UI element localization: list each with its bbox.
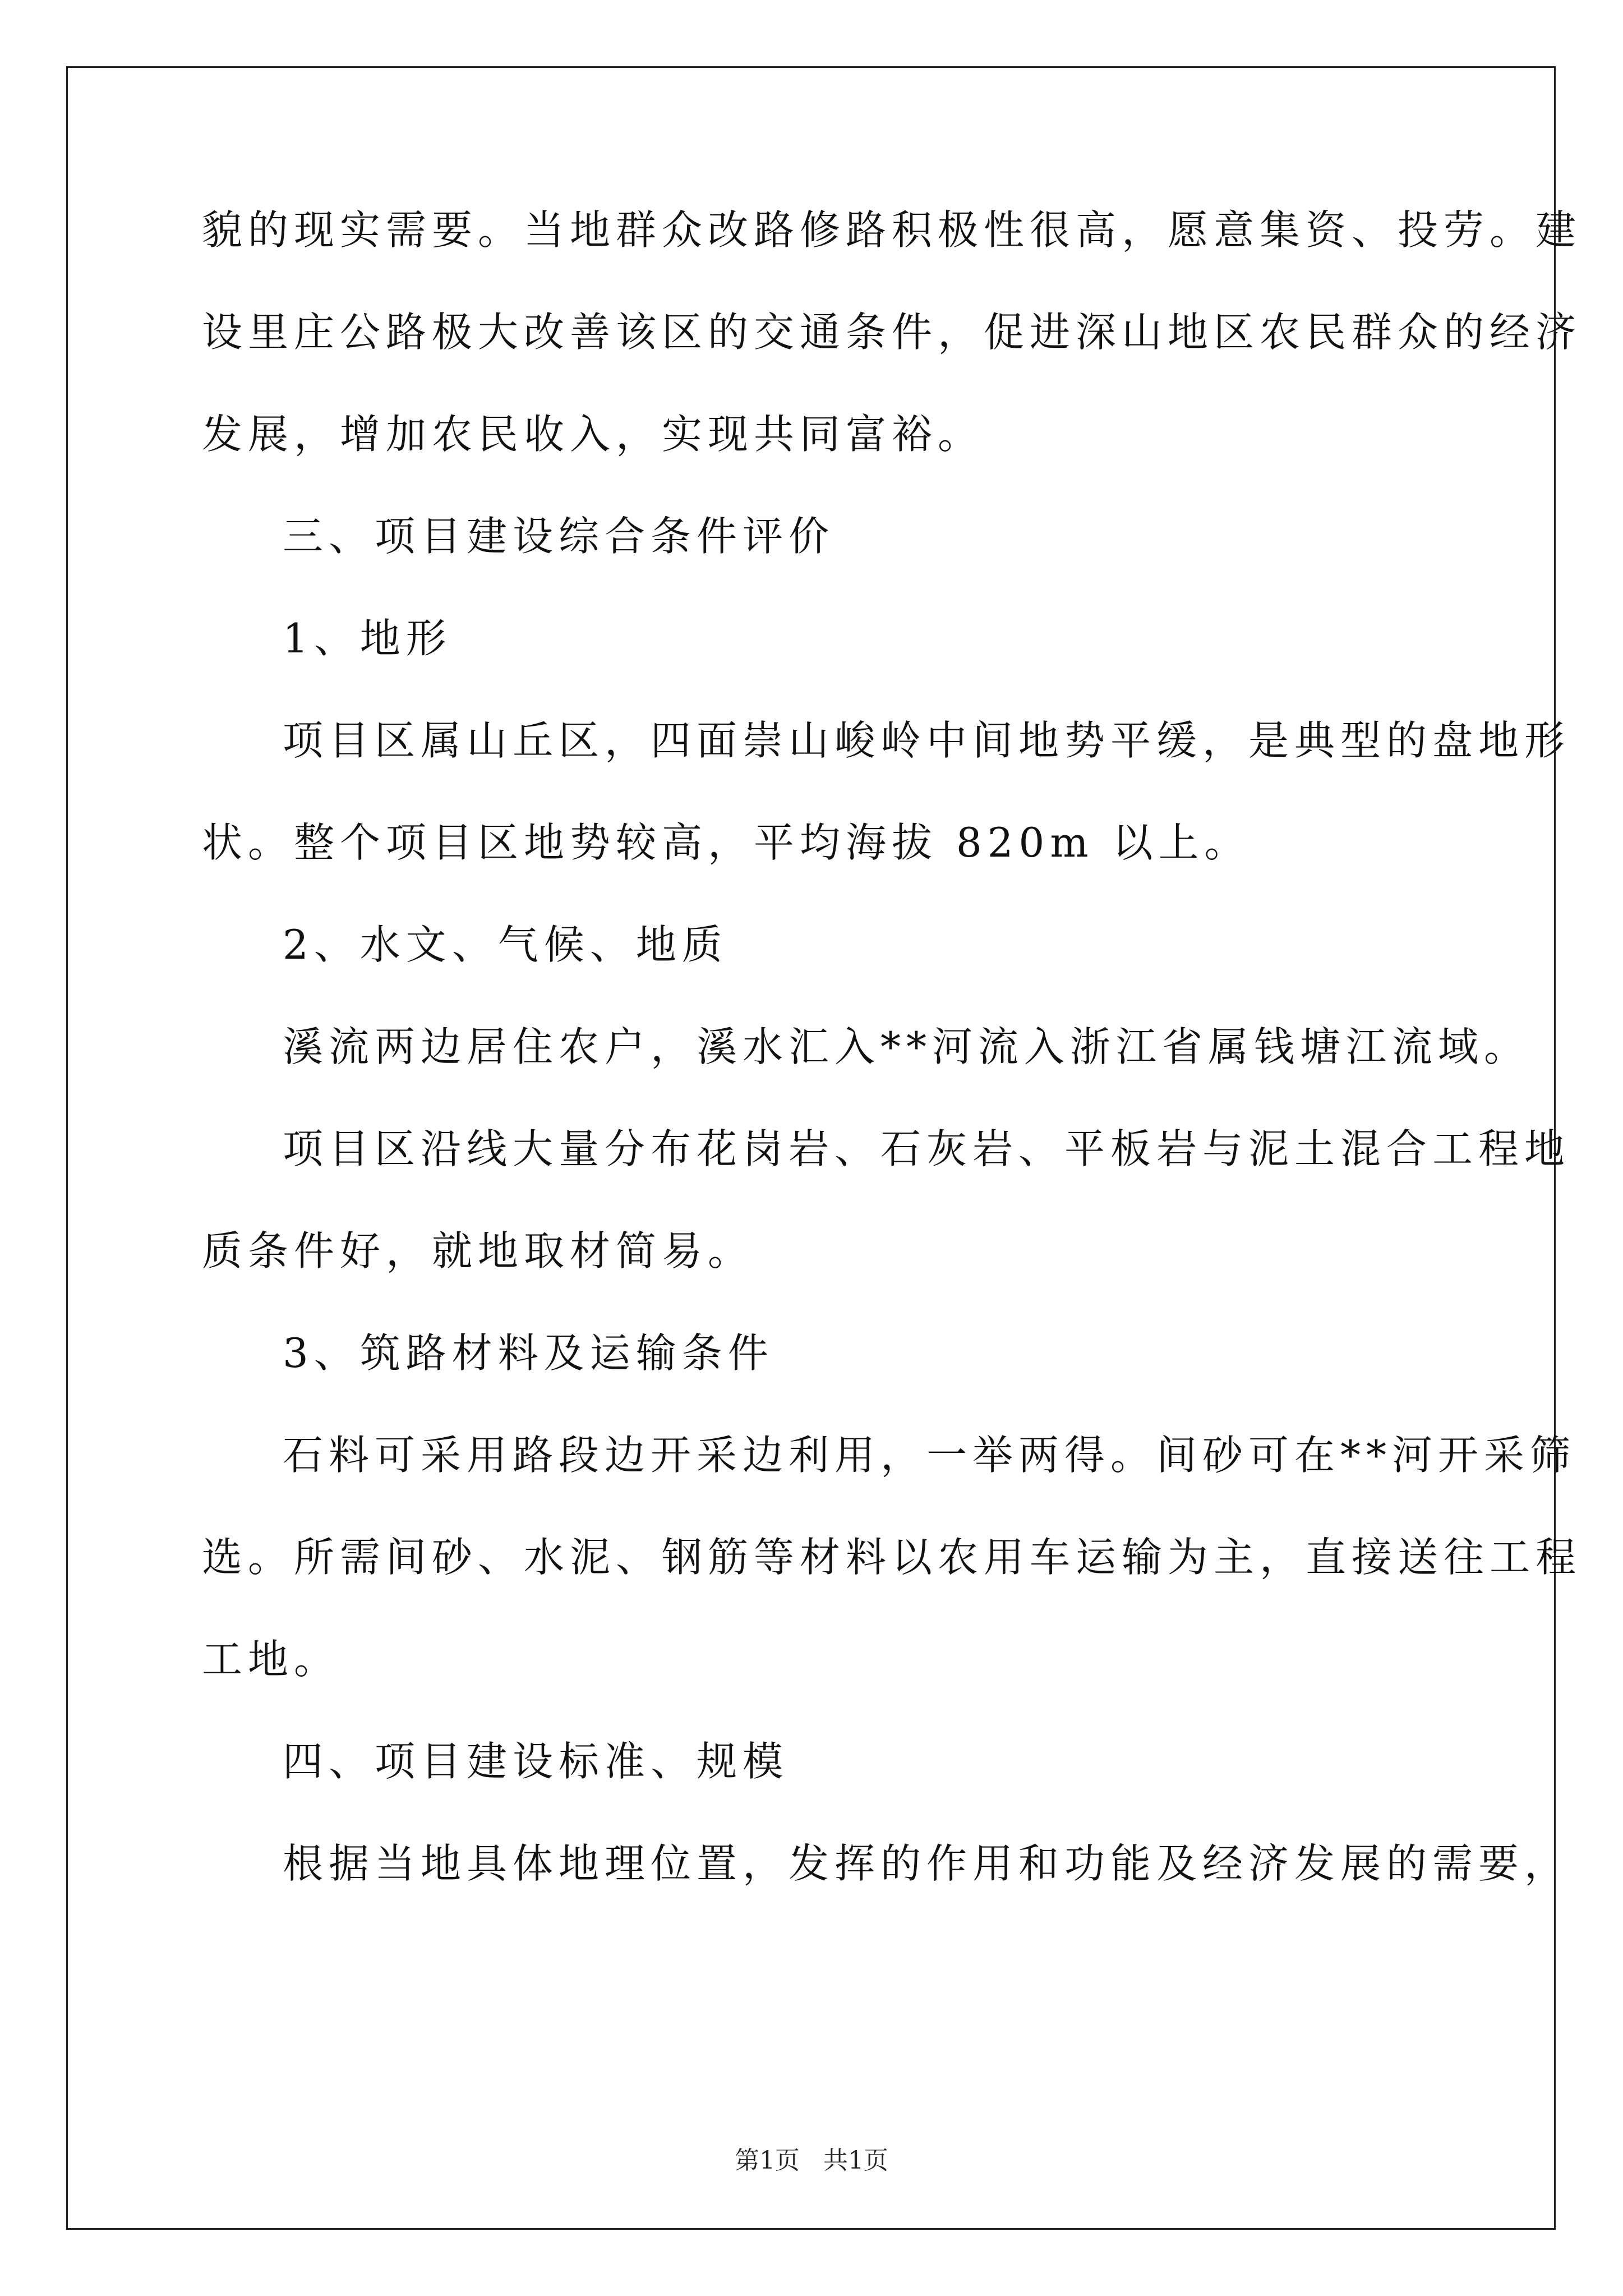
page-footer [0, 2144, 1623, 2178]
page-total: 共1页 [823, 2146, 888, 2175]
text-line: 选。所需间砂、水泥、钢筋等材料以农用车运输为主，直接送往工程 [202, 1534, 1582, 1581]
section-heading: 三、项目建设综合条件评价 [283, 513, 835, 560]
text-line: 质条件好，就地取材简易。 [202, 1227, 754, 1274]
subsection-heading: 3、筑路材料及运输条件 [283, 1329, 774, 1377]
text-line: 石料可采用路段边开采边利用，一举两得。间砂可在**河开采筛 [283, 1432, 1576, 1479]
text-line: 发展，增加农民收入，实现共同富裕。 [202, 411, 984, 458]
text-line: 项目区沿线大量分布花岗岩、石灰岩、平板岩与泥土混合工程地 [283, 1125, 1571, 1172]
text-line: 项目区属山丘区，四面崇山峻岭中间地势平缓，是典型的盘地形 [283, 717, 1571, 764]
text-line: 设里庄公路极大改善该区的交通条件，促进深山地区农民群众的经济 [202, 309, 1582, 356]
section-heading: 四、项目建设标准、规模 [283, 1738, 789, 1785]
text-line: 状。整个项目区地势较高，平均海拔 820m 以上。 [202, 819, 1251, 866]
text-line: 工地。 [202, 1636, 340, 1683]
page-number: 第1页 [735, 2146, 800, 2175]
text-line: 根据当地具体地理位置，发挥的作用和功能及经济发展的需要， [283, 1840, 1571, 1887]
text-line: 溪流两边居住农户，溪水汇入**河流入浙江省属钱塘江流域。 [283, 1023, 1530, 1070]
subsection-heading: 1、地形 [283, 615, 452, 662]
text-line: 貌的现实需要。当地群众改路修路积极性很高，愿意集资、投劳。建 [202, 206, 1582, 254]
subsection-heading: 2、水文、气候、地质 [283, 921, 728, 968]
